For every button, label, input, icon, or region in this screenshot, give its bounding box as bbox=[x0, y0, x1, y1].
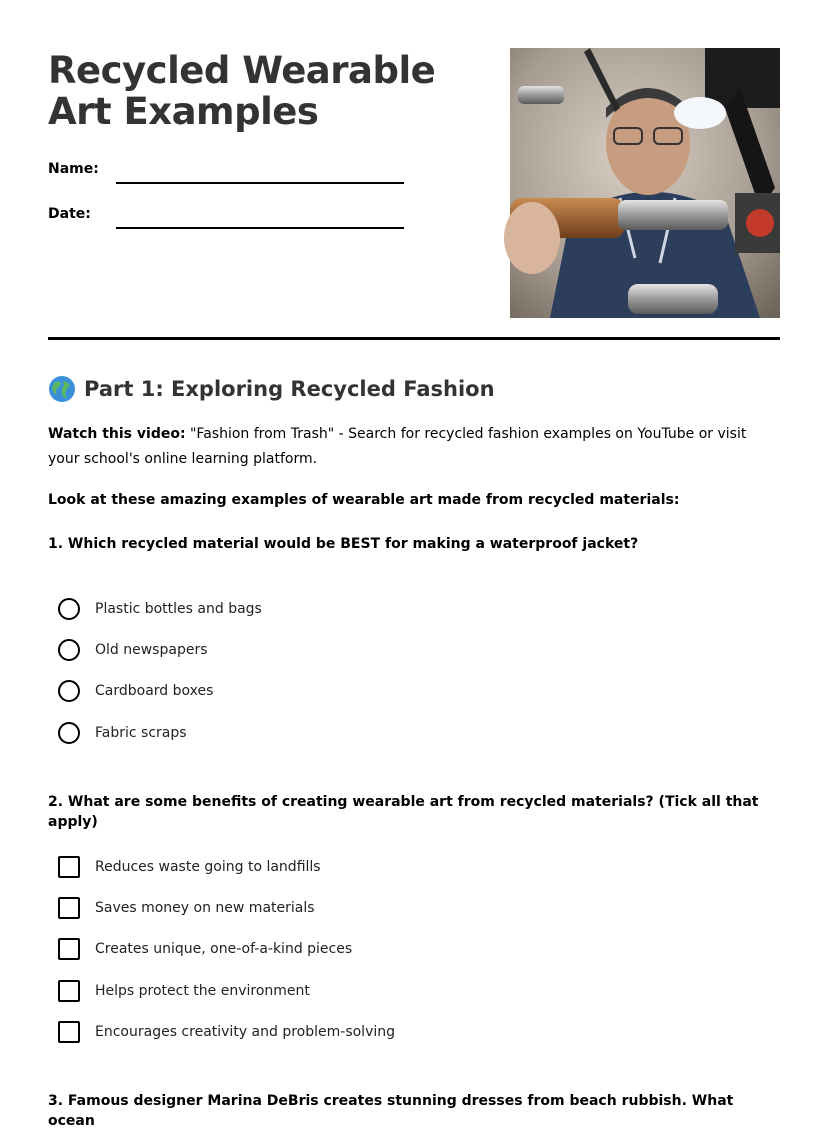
radio-button[interactable] bbox=[58, 680, 80, 702]
radio-button[interactable] bbox=[58, 598, 80, 620]
option-label: Creates unique, one-of-a-kind pieces bbox=[95, 941, 353, 957]
q2-option-3[interactable] bbox=[58, 937, 758, 961]
option-label: Helps protect the environment bbox=[95, 983, 310, 999]
header-photo bbox=[510, 48, 780, 318]
date-field[interactable] bbox=[48, 205, 408, 229]
checkbox[interactable] bbox=[58, 897, 80, 919]
video-text: "Fashion from Trash" - Search for recycled fashion examples on YouTube or visit your school's online learning platform. bbox=[48, 426, 747, 467]
video-label: Watch this video: bbox=[48, 426, 186, 442]
option-label: Old newspapers bbox=[95, 642, 208, 658]
option-label: Reduces waste going to landfills bbox=[95, 859, 321, 875]
worksheet-header bbox=[48, 48, 780, 318]
question-3: 3. Famous designer Marina DeBris creates stunning dresses from beach rubbish. What ocean bbox=[48, 1093, 734, 1129]
q1-option-1[interactable] bbox=[58, 597, 758, 621]
q1-option-2[interactable] bbox=[58, 638, 758, 662]
option-label: Cardboard boxes bbox=[95, 683, 214, 699]
q2-option-1[interactable] bbox=[58, 855, 758, 879]
checkbox[interactable] bbox=[58, 856, 80, 878]
q2-option-5[interactable] bbox=[58, 1020, 758, 1044]
checkbox[interactable] bbox=[58, 980, 80, 1002]
craftsman-photo bbox=[510, 48, 780, 318]
name-line[interactable] bbox=[116, 182, 404, 184]
date-label: Date: bbox=[48, 206, 91, 222]
worksheet-page bbox=[48, 0, 780, 1129]
video-instructions bbox=[48, 422, 780, 472]
checkbox[interactable] bbox=[58, 938, 80, 960]
radio-button[interactable] bbox=[58, 639, 80, 661]
question-2: 2. What are some benefits of creating wearable art from recycled materials? (Tick all that apply) bbox=[48, 794, 759, 830]
examples-intro: Look at these amazing examples of wearable art made from recycled materials: bbox=[48, 492, 680, 508]
page-title: Recycled Wearable Art Examples bbox=[48, 49, 436, 133]
globe-icon bbox=[48, 375, 76, 403]
option-label: Fabric scraps bbox=[95, 725, 187, 741]
question-1: 1. Which recycled material would be BEST for making a waterproof jacket? bbox=[48, 536, 639, 552]
q2-option-2[interactable] bbox=[58, 896, 758, 920]
part1-title: Part 1: Exploring Recycled Fashion bbox=[84, 377, 495, 401]
q1-option-4[interactable] bbox=[58, 721, 758, 745]
header-divider bbox=[48, 337, 780, 340]
date-line[interactable] bbox=[116, 227, 404, 229]
name-field[interactable] bbox=[48, 160, 408, 184]
option-label: Encourages creativity and problem-solving bbox=[95, 1024, 396, 1040]
part1-heading bbox=[48, 375, 780, 403]
radio-button[interactable] bbox=[58, 722, 80, 744]
option-label: Saves money on new materials bbox=[95, 900, 315, 916]
q2-option-4[interactable] bbox=[58, 979, 758, 1003]
option-label: Plastic bottles and bags bbox=[95, 601, 262, 617]
q1-option-3[interactable] bbox=[58, 679, 758, 703]
checkbox[interactable] bbox=[58, 1021, 80, 1043]
name-label: Name: bbox=[48, 161, 99, 177]
